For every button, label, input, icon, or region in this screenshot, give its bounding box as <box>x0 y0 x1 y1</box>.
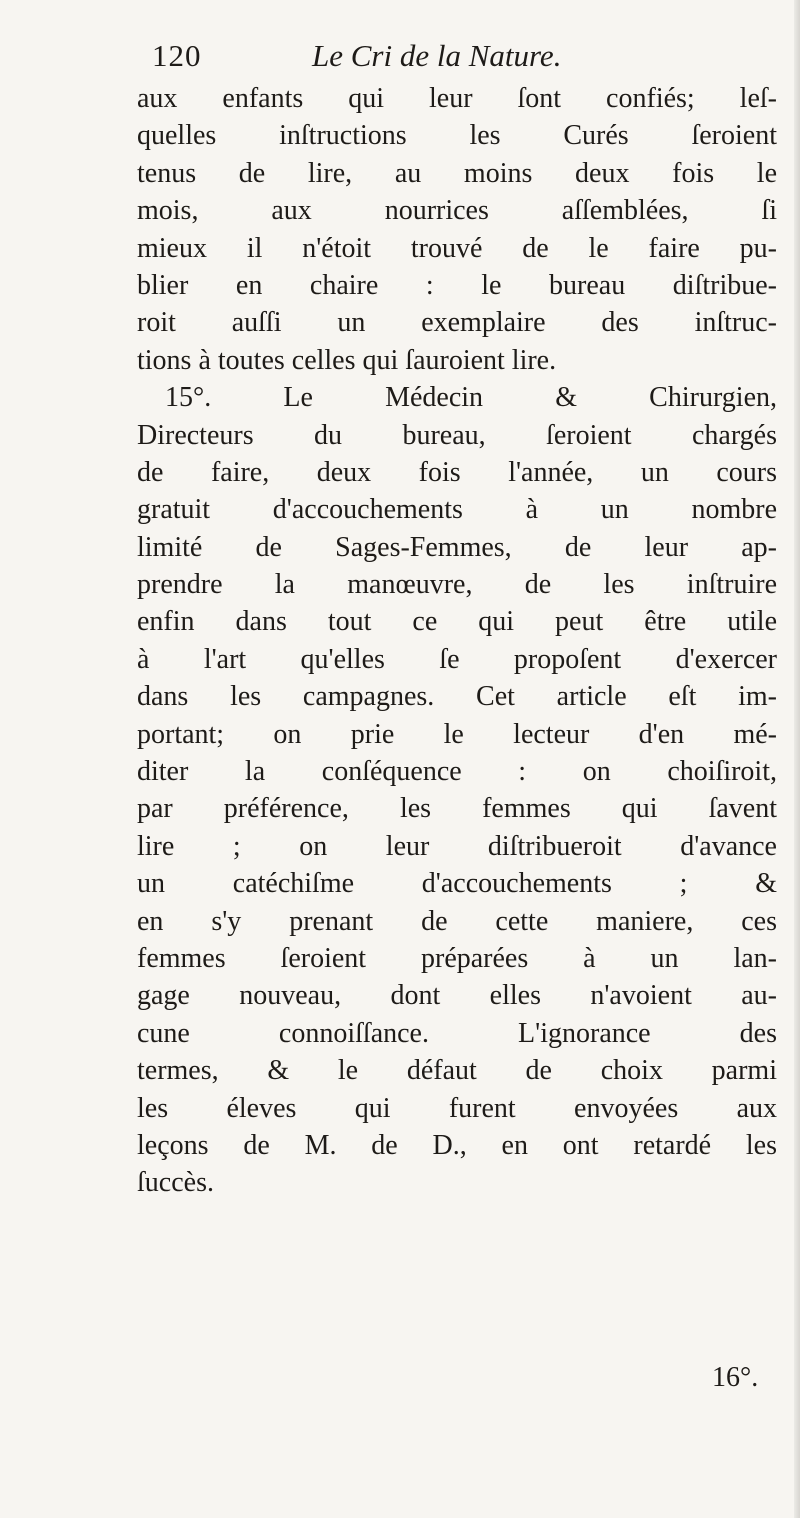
text-line: gage nouveau, dont elles n'avoient au- <box>137 980 777 1012</box>
text-line: ſuccès. <box>137 1167 214 1199</box>
text-line: Directeurs du bureau, ſeroient chargés <box>137 419 777 451</box>
page-number: 120 <box>152 38 202 73</box>
text-line: par préférence, les femmes qui ſavent <box>137 793 777 825</box>
text-line: gratuit d'accouchements à un nombre <box>137 494 777 526</box>
text-line: un catéchiſme d'accouchements ; & <box>137 868 777 900</box>
text-line: roit auſſi un exemplaire des inſtruc- <box>137 307 777 339</box>
catchword: 16°. <box>712 1362 759 1393</box>
text-line: aux enfants qui leur ſont confiés; leſ- <box>137 83 777 114</box>
text-line: dans les campagnes. Cet article eſt im- <box>137 681 777 713</box>
body-text <box>137 80 777 1202</box>
text-line: quelles inſtructions les Curés ſeroient <box>137 120 777 152</box>
text-line: femmes ſeroient préparées à un lan- <box>137 942 777 974</box>
text-line: termes, & le défaut de choix parmi <box>137 1055 777 1087</box>
text-line: lire ; on leur diſtribueroit d'avance <box>137 830 777 862</box>
text-line: tions à toutes celles qui ſauroient lire. <box>137 344 557 376</box>
text-line: tenus de lire, au moins deux fois le <box>137 157 777 189</box>
text-line: prendre la manœuvre, de les inſtruire <box>137 569 777 601</box>
text-line: 15°. Le Médecin & Chirurgien, <box>165 382 777 414</box>
text-line: blier en chaire : le bureau diſtribue- <box>137 269 777 301</box>
text-line: cune connoiſſance. L'ignorance des <box>137 1017 777 1049</box>
text-line: à l'art qu'elles ſe propoſent d'exercer <box>137 643 777 675</box>
text-line: mieux il n'étoit trouvé de le faire pu- <box>137 232 777 264</box>
page-header <box>152 38 752 78</box>
text-line: les éleves qui furent envoyées aux <box>137 1092 777 1124</box>
page-edge <box>794 0 800 1518</box>
running-title: Le Cri de la Nature. <box>312 38 562 73</box>
text-line: limité de Sages-Femmes, de leur ap- <box>137 531 777 563</box>
text-line: portant; on prie le lecteur d'en mé- <box>137 718 777 750</box>
text-line: enfin dans tout ce qui peut être utile <box>137 606 777 638</box>
text-line: de faire, deux fois l'année, un cours <box>137 456 777 488</box>
text-line: diter la conſéquence : on choiſiroit, <box>137 756 777 788</box>
text-line: en s'y prenant de cette maniere, ces <box>137 905 777 937</box>
text-line: mois, aux nourrices aſſemblées, ſi <box>137 195 777 227</box>
text-line: leçons de M. de D., en ont retardé les <box>137 1129 777 1161</box>
